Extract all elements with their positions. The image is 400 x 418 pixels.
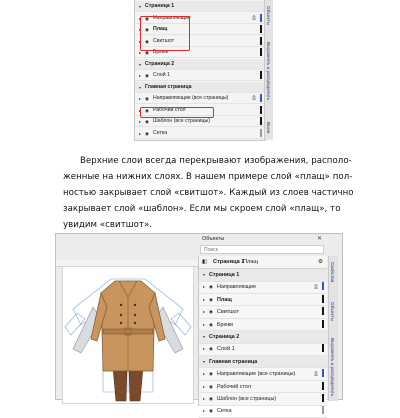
layer-row[interactable]	[199, 393, 327, 406]
tab-align-distribute-bottom[interactable]: Выровнять и распределить	[330, 338, 335, 397]
layer-label: Сетка	[153, 129, 168, 136]
layer-color-swatch	[260, 129, 262, 137]
tab-properties[interactable]: Свойства	[330, 262, 335, 283]
layer-row[interactable]	[199, 368, 327, 381]
layer-label: Направляющие (все страницы)	[153, 95, 229, 101]
layer-row[interactable]	[199, 343, 327, 356]
layer-row[interactable]	[199, 306, 327, 319]
body-line-5: увидим «свитшот».	[63, 220, 153, 230]
visibility-icon[interactable]: ◉	[208, 296, 213, 302]
visibility-icon[interactable]: ◉	[144, 15, 149, 21]
search-input[interactable]	[200, 245, 324, 254]
layer-row[interactable]	[135, 70, 265, 81]
print-icon[interactable]: ⎙	[313, 284, 318, 291]
expand-arrow-icon[interactable]: ▾	[138, 84, 141, 90]
page-label: Главная страница	[209, 358, 258, 365]
gear-icon[interactable]: ⚙	[317, 259, 323, 265]
layer-row[interactable]	[199, 319, 327, 332]
layer-color-swatch	[322, 282, 324, 290]
layer-color-swatch	[260, 14, 262, 22]
body-line-2: женные на нижних слоях. В нашем примере слой «плащ» пол-	[63, 172, 353, 182]
layer-label: Брюки	[153, 49, 169, 55]
tab-objects[interactable]: Объекты	[266, 6, 271, 25]
visibility-icon[interactable]: ◉	[208, 321, 213, 327]
tab-objects-bottom[interactable]: Объекты	[330, 302, 335, 321]
visibility-icon[interactable]: ◉	[208, 371, 213, 377]
page-label: Страница 1	[209, 272, 240, 278]
expand-arrow-icon[interactable]: ▸	[202, 309, 205, 315]
page-selector[interactable]: Страница 1	[213, 259, 245, 265]
page-row[interactable]	[199, 269, 327, 282]
body-line-1: Верхние слои всегда перекрывают изображения, располо-	[80, 156, 352, 166]
expand-arrow-icon[interactable]: ▸	[138, 130, 141, 136]
docker-tabs-bottom	[328, 256, 338, 401]
page-row[interactable]	[135, 1, 265, 12]
layer-color-swatch	[260, 25, 262, 33]
layer-label: Свитшот	[153, 37, 175, 44]
visibility-icon[interactable]: ◉	[144, 107, 149, 113]
expand-arrow-icon[interactable]: ▾	[202, 272, 205, 277]
expand-arrow-icon[interactable]: ▾	[202, 334, 205, 339]
layer-color-swatch	[260, 48, 262, 56]
layer-label: Плащ	[217, 296, 232, 303]
expand-arrow-icon[interactable]: ▸	[202, 321, 205, 327]
layer-label: Шаблон (все страницы)	[217, 396, 277, 402]
layer-row[interactable]	[135, 93, 265, 104]
expand-arrow-icon[interactable]: ▸	[138, 107, 141, 113]
layer-label: Направляющие	[153, 14, 191, 21]
print-icon[interactable]: ⎙	[251, 95, 256, 101]
search-placeholder: Поиск	[204, 247, 218, 253]
visibility-icon[interactable]: ◉	[208, 408, 213, 414]
page-row[interactable]	[199, 356, 327, 369]
layer-row[interactable]	[199, 281, 327, 294]
current-layer-label: Плащ	[243, 259, 258, 265]
panel-toolbar	[199, 256, 327, 269]
highlight-frame-layers	[140, 16, 190, 51]
layer-color-swatch	[322, 394, 324, 402]
visibility-icon[interactable]: ◉	[144, 27, 149, 32]
layer-label: Слой 1	[217, 346, 235, 353]
expand-arrow-icon[interactable]: ▸	[138, 38, 141, 44]
visibility-icon[interactable]: ◉	[208, 284, 213, 290]
tab-align-distribute[interactable]: Выровнять и распределить	[266, 42, 271, 101]
visibility-icon[interactable]: ◉	[144, 130, 149, 136]
body-line-3: ностью закрывает слой «свитшот». Каждый из слоев частично	[63, 188, 354, 198]
expand-arrow-icon[interactable]: ▸	[202, 383, 205, 389]
expand-arrow-icon[interactable]: ▾	[202, 358, 205, 364]
visibility-icon[interactable]: ◉	[144, 38, 149, 44]
page-row[interactable]	[135, 59, 265, 70]
visibility-icon[interactable]: ◉	[208, 383, 213, 389]
layer-label: Направляющие (все страницы)	[217, 371, 296, 378]
tab-third[interactable]: Выни	[266, 122, 271, 134]
layer-color-swatch	[322, 369, 324, 377]
layer-row[interactable]	[199, 381, 327, 394]
visibility-icon[interactable]: ◉	[208, 396, 213, 401]
layer-color-swatch	[260, 117, 262, 125]
docker-tabs-top	[264, 0, 273, 140]
print-icon[interactable]: ⎙	[313, 371, 318, 378]
layer-label: Шаблон (все страницы)	[153, 118, 210, 124]
expand-arrow-icon[interactable]: ▸	[138, 73, 141, 78]
coat-illustration	[63, 267, 193, 403]
highlight-frame-template	[140, 107, 214, 118]
page-label: Главная страница	[145, 83, 192, 90]
visibility-icon[interactable]: ◉	[144, 50, 149, 55]
layer-color-swatch	[260, 71, 262, 79]
visibility-icon[interactable]: ◉	[144, 73, 149, 78]
layer-color-swatch	[260, 37, 262, 45]
page-label: Страница 1	[145, 3, 175, 9]
expand-arrow-icon[interactable]: ▸	[138, 119, 141, 124]
expand-arrow-icon[interactable]: ▸	[138, 27, 141, 32]
layer-row[interactable]	[199, 405, 327, 418]
layer-label: Брюки	[217, 321, 233, 328]
layer-label: Рабочий стол	[153, 106, 186, 113]
page-row[interactable]	[199, 331, 327, 344]
expand-arrow-icon[interactable]: ▾	[138, 61, 141, 67]
expand-arrow-icon[interactable]: ▾	[138, 4, 141, 9]
visibility-icon[interactable]: ◉	[144, 119, 149, 124]
visibility-icon[interactable]: ◉	[144, 96, 149, 101]
drawing-canvas[interactable]	[62, 266, 194, 404]
expand-arrow-icon[interactable]: ▸	[138, 50, 141, 55]
page-row[interactable]	[135, 82, 265, 93]
layer-label: Слой 1	[153, 72, 170, 78]
layer-row[interactable]	[135, 128, 265, 139]
editor-window	[55, 233, 343, 415]
layer-color-swatch	[260, 94, 262, 102]
layer-label: Рабочий стол	[217, 383, 251, 390]
page-label: Страница 2	[209, 334, 240, 340]
expand-arrow-icon[interactable]: ▸	[138, 96, 141, 101]
expand-arrow-icon[interactable]: ▸	[202, 284, 205, 290]
body-line-4: закрывает слой «шаблон». Если мы скроем слой «плащ», то	[63, 204, 341, 214]
layer-color-swatch	[322, 344, 324, 352]
layer-color-swatch	[322, 320, 324, 328]
visibility-icon[interactable]: ◉	[208, 309, 213, 315]
layer-color-swatch	[322, 382, 324, 390]
layer-label: Направляющие	[217, 284, 257, 291]
layer-color-swatch	[260, 106, 262, 114]
window-title: Объекты	[202, 236, 225, 242]
expand-arrow-icon[interactable]: ▸	[202, 408, 205, 414]
layer-label: Свитшот	[217, 309, 239, 316]
objects-panel	[198, 256, 327, 415]
page-label: Страница 2	[145, 60, 175, 67]
expand-arrow-icon[interactable]: ▸	[202, 296, 205, 302]
layer-row[interactable]	[199, 294, 327, 307]
layer-label: Плащ	[153, 26, 168, 32]
layer-color-swatch	[322, 406, 324, 414]
layer-color-swatch	[322, 295, 324, 303]
visibility-icon[interactable]: ◉	[208, 346, 213, 352]
layer-color-swatch	[322, 307, 324, 315]
expand-arrow-icon[interactable]: ▸	[202, 371, 205, 377]
close-icon[interactable]: ✕	[316, 236, 322, 242]
layers-icon[interactable]: ◧	[202, 259, 208, 265]
expand-arrow-icon[interactable]: ▸	[202, 396, 205, 401]
print-icon[interactable]: ⎙	[251, 14, 256, 21]
expand-arrow-icon[interactable]: ▸	[202, 346, 205, 352]
expand-arrow-icon[interactable]: ▸	[138, 15, 141, 21]
layer-label: Сетка	[217, 408, 232, 415]
